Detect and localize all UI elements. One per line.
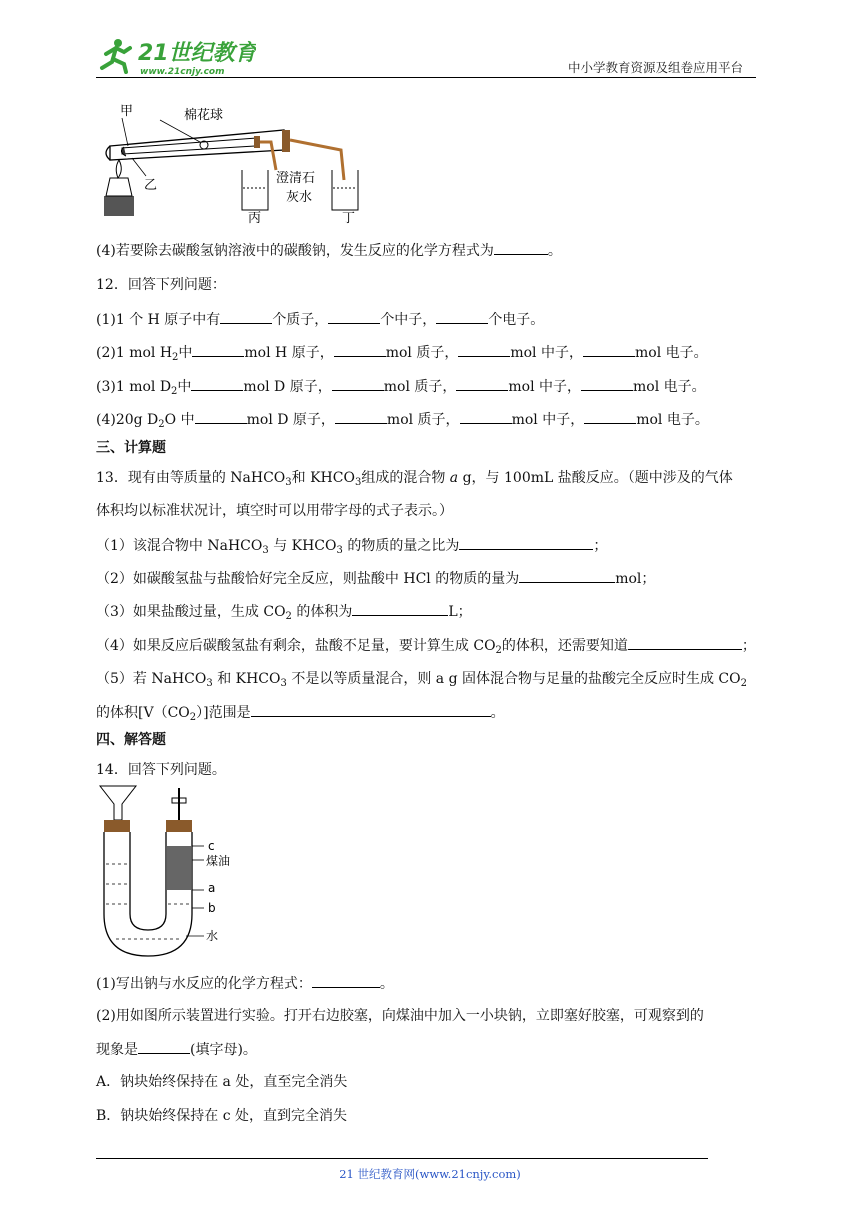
q13-part3: （3）如果盐酸过量，生成 $CO_2$ 的体积为 L；	[96, 601, 472, 627]
q14-part2-line2: 现象是 (填字母)。	[96, 1039, 257, 1060]
label-shui: 水	[206, 929, 219, 943]
answer-blank[interactable]	[251, 702, 491, 717]
answer-blank[interactable]	[460, 409, 512, 424]
footer-link[interactable]: 21 世纪教育网(www.21cnjy.com)	[339, 1167, 521, 1181]
answer-blank[interactable]	[584, 409, 636, 424]
label-a: a	[208, 881, 216, 895]
answer-blank[interactable]	[335, 409, 387, 424]
u-tube-figure	[96, 784, 256, 964]
platform-name: 中小学教育资源及组卷应用平台	[568, 60, 744, 75]
q12-part3: (3)1 mol $D_2$中 mol D 原子， mol 质子， mol 中子， mol 电子。	[96, 376, 706, 402]
q13-stem-line2: 体积均以标准状况计，填空时可以用带字母的式子表示。）	[96, 503, 453, 519]
q12-part2: (2)1 mol $H_2$中 mol H 原子， mol 质子， mol 中子， mol 电子。	[96, 342, 708, 368]
answer-blank[interactable]	[459, 535, 593, 550]
answer-blank[interactable]	[192, 342, 244, 357]
footer-divider	[96, 1158, 708, 1159]
answer-blank[interactable]	[334, 342, 386, 357]
q13-part1: （1）该混合物中 NaHCO$_3$ 与 $KHCO_3$ 的物质的量之比为 ；	[96, 535, 607, 561]
site-logo	[96, 34, 256, 78]
label-huishui: 灰水	[286, 190, 313, 205]
answer-blank[interactable]	[195, 409, 247, 424]
q12-stem: 12．回答下列问题：	[96, 277, 226, 293]
label-jia: 甲	[120, 104, 134, 119]
answer-blank[interactable]	[352, 601, 448, 616]
header-divider	[96, 77, 756, 78]
logo-url: www.21cnjy.com	[140, 67, 225, 77]
option-b: B．钠块始终保持在 c 处，直到完全消失	[96, 1108, 348, 1124]
label-meiyou: 煤油	[206, 854, 231, 868]
q13-part5-line2: 的体积$[V(CO_2)]$范围是 。	[96, 702, 505, 728]
answer-blank[interactable]	[519, 568, 615, 583]
answer-blank[interactable]	[138, 1039, 190, 1054]
q12-part4: (4)20g $D_2O$ 中 mol D 原子， mol 质子， mol 中子， mol 电子。	[96, 409, 709, 435]
label-c: c	[208, 839, 215, 853]
label-ding: 丁	[342, 211, 356, 225]
answer-blank[interactable]	[312, 973, 380, 988]
answer-blank[interactable]	[628, 635, 742, 650]
label-b: b	[208, 901, 216, 915]
answer-blank[interactable]	[332, 376, 384, 391]
q11-part4: (4)若要除去碳酸氢钠溶液中的碳酸钠，发生反应的化学方程式为 。	[96, 240, 562, 261]
answer-blank[interactable]	[583, 342, 635, 357]
answer-blank[interactable]	[494, 240, 548, 255]
q14-part1: (1)写出钠与水反应的化学方程式： 。	[96, 973, 394, 994]
label-chengqing: 澄清石	[276, 171, 316, 186]
label-mianhuaqiu: 棉花球	[184, 108, 224, 123]
answer-blank[interactable]	[458, 342, 510, 357]
section-heading-answer: 四、解答题	[96, 732, 166, 748]
answer-blank[interactable]	[220, 309, 272, 324]
q14-stem: 14．回答下列问题。	[96, 762, 226, 778]
logo-text: 21世纪教育	[138, 41, 256, 66]
q12-part1: (1)1 个 H 原子中有 个质子， 个中子， 个电子。	[96, 309, 544, 330]
apparatus-figure-1	[96, 100, 376, 225]
answer-blank[interactable]	[436, 309, 488, 324]
answer-blank[interactable]	[581, 376, 633, 391]
q13-stem: 13．现有由等质量的 NaHCO$_3$和 $KHCO_3$组成的混合物 a g，与 100mL 盐酸反应。（题中涉及的气体	[96, 470, 733, 488]
answer-blank[interactable]	[456, 376, 508, 391]
section-heading-calc: 三、计算题	[96, 440, 166, 456]
q14-part2: (2)用如图所示装置进行实验。打开右边胶塞，向煤油中加入一小块钠，立即塞好胶塞，可观察到的	[96, 1008, 704, 1024]
option-a: A．钠块始终保持在 a 处，直至完全消失	[96, 1074, 348, 1090]
label-yi: 乙	[144, 178, 158, 193]
q13-part4: （4）如果反应后碳酸氢盐有剩余，盐酸不足量，要计算生成 $CO_2$的体积，还需要知道 ；	[96, 635, 756, 661]
answer-blank[interactable]	[191, 376, 243, 391]
runner-icon	[102, 39, 130, 72]
q13-part5: （5）若 NaHCO$_3$ 和 $KHCO_3$ 不是以等质量混合，则 a g 固体混合物与足量的盐酸完全反应时生成 $CO_2$	[96, 671, 748, 689]
label-bing: 丙	[248, 211, 262, 225]
answer-blank[interactable]	[328, 309, 380, 324]
q13-part2: （2）如碳酸氢盐与盐酸恰好完全反应，则盐酸中 HCl 的物质的量为 mol；	[96, 568, 655, 589]
